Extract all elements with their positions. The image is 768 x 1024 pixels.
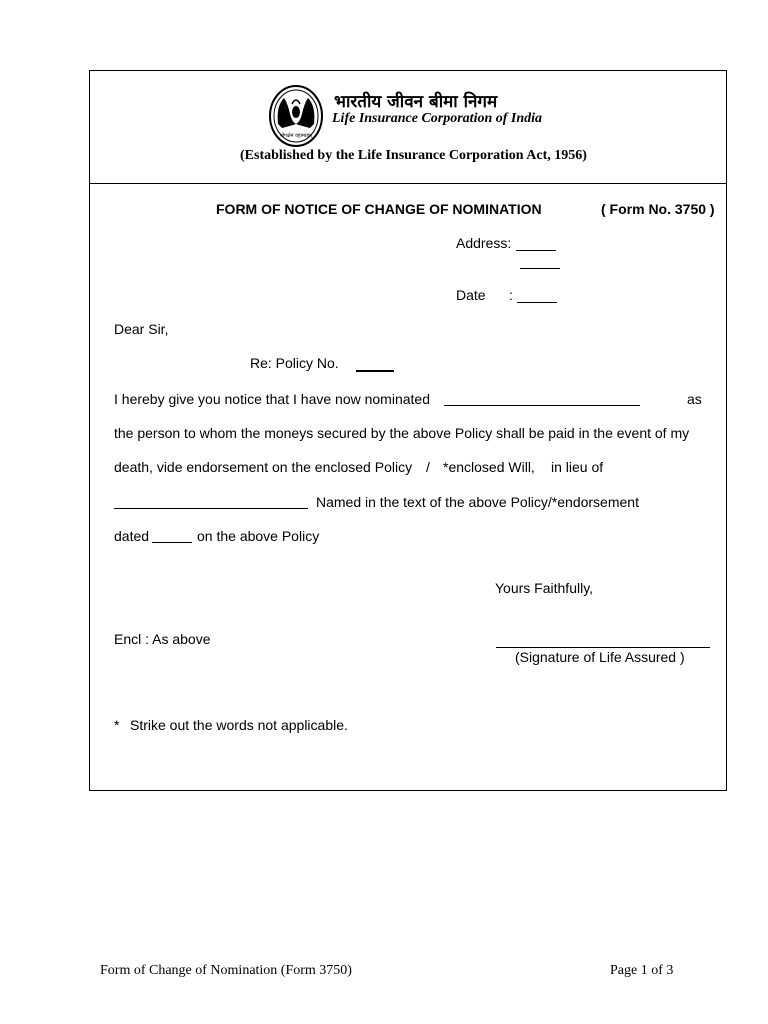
address-label: Address: xyxy=(456,235,512,251)
footer-page-number: Page 1 of 3 xyxy=(610,963,674,978)
form-number: ( Form No. 3750 ) xyxy=(601,201,715,217)
body-line-4: Named in the text of the above Policy/*endorsement xyxy=(316,494,639,510)
lic-emblem-logo xyxy=(268,84,324,148)
body-line-3-slash: / xyxy=(426,459,430,475)
date-colon: : xyxy=(509,287,513,303)
emblem-motto: योगक्षेमं वहाम्यहम् xyxy=(279,133,313,139)
header-divider xyxy=(89,183,727,184)
previous-nominee-line[interactable] xyxy=(114,508,308,509)
address-line-2[interactable] xyxy=(520,268,560,269)
closing: Yours Faithfully, xyxy=(495,580,594,596)
body-line-3-lieu: in lieu of xyxy=(551,459,604,475)
date-line[interactable] xyxy=(517,302,557,303)
nominee-name-line[interactable] xyxy=(444,405,640,406)
body-line-2: the person to whom the moneys secured by the above Policy shall be paid in the event of my xyxy=(114,425,690,441)
body-line-5-dated: dated xyxy=(114,528,150,544)
footnote-star: * xyxy=(114,717,120,733)
footnote: Strike out the words not applicable. xyxy=(130,717,348,733)
enclosure-note: Encl : As above xyxy=(114,631,211,647)
body-line-1-as: as xyxy=(687,391,702,407)
body-line-3-will: *enclosed Will, xyxy=(443,459,535,475)
salutation: Dear Sir, xyxy=(114,321,169,337)
signature-label: (Signature of Life Assured ) xyxy=(515,649,685,665)
footer-form-name: Form of Change of Nomination (Form 3750) xyxy=(100,963,352,978)
signature-line[interactable] xyxy=(496,647,710,648)
body-line-5-rest: on the above Policy xyxy=(197,528,320,544)
english-org-name: Life Insurance Corporation of India xyxy=(332,111,543,126)
established-note: (Established by the Life Insurance Corporation Act, 1956) xyxy=(240,148,587,163)
policy-number-line[interactable] xyxy=(356,370,394,372)
date-label: Date xyxy=(456,287,486,303)
body-line-3: death, vide endorsement on the enclosed Policy xyxy=(114,459,413,475)
address-line-1[interactable] xyxy=(516,250,556,251)
endorsement-date-line[interactable] xyxy=(152,542,192,543)
re-policy-label: Re: Policy No. xyxy=(250,355,339,371)
hindi-org-name: भारतीय जीवन बीमा निगम xyxy=(334,92,498,112)
form-title: FORM OF NOTICE OF CHANGE OF NOMINATION xyxy=(216,201,542,217)
body-line-1: I hereby give you notice that I have now nominated xyxy=(114,391,430,407)
